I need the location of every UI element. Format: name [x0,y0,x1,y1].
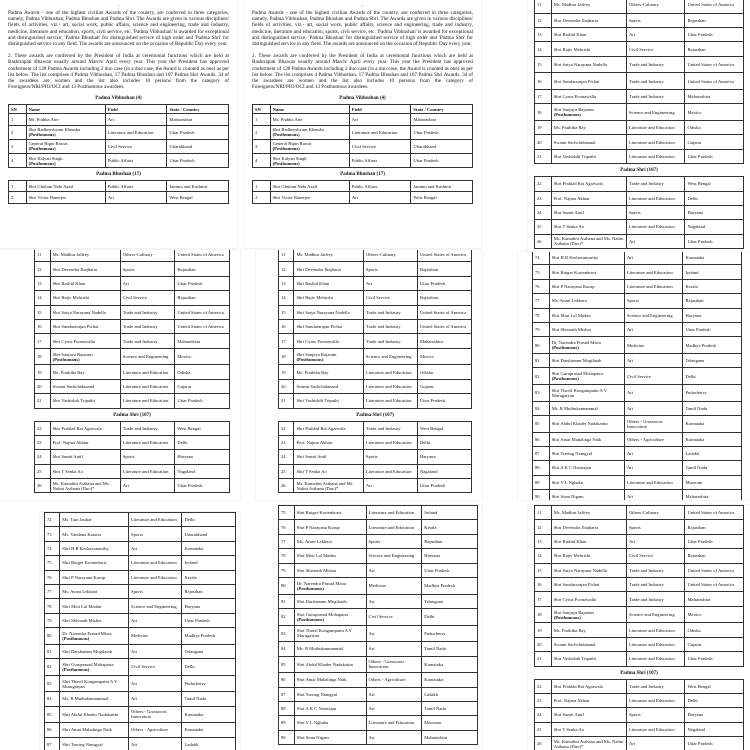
table-row: 2 Shri Radheyshyam Khemka (Posthumous) Literature and Education Uttar Pradesh [253,125,473,139]
table-row: 22 Shri Prahlad Rai Agarwala Trade and Industry West Bengal [535,679,744,693]
table-row: 24 Shri Sumit Antil Sports Haryana [279,450,472,464]
table-row: 78 Shri Moti Lal Madan Science and Engineering Haryana [45,599,236,613]
table-row: 21 Shri Vashishth Tripathi Literature and Education Uttar Pradesh [279,394,472,408]
section-title-shri: Padma Shri (107) [356,412,394,418]
table-row: 19 Ms. Prathiba Ray Literature and Education Odisha [279,365,472,379]
table-row: 83 Shri Thavil Kongampattu A V Murugaiyan Art Puducherry [45,675,236,692]
table-row: 90 Shri Sonu Nigam Art Maharashtra [279,730,478,744]
table-row: 86 Shri Amai Mahalinga Naik Others - Agriculture Karnataka [279,673,478,687]
table-row: 84 Ms. R Muthukannammal Art Tamil Nadu [533,401,742,415]
table-row: 88 Shri A K C Natarajan Art Tamil Nadu [533,461,742,475]
table-row: 17 Shri Cyrus Poonawalla Trade and Industry Maharashtra [279,334,472,348]
table-row: 11 Ms. Madhur Jaffrey Others-Culinary United States of America [535,0,744,13]
table-row: 2 Shri Radheyshyam Khemka (Posthumous) Literature and Education Uttar Pradesh [9,125,229,139]
table-row: 83 Shri Thavil Kongampattu A V Murugaiyan Art Puducherry [279,625,478,642]
table-row: 14 Shri Rajiv Mehrishi Civil Service Rajasthan [535,549,744,563]
table-row: 79 Shri Shivnath Mishra Art Uttar Pradesh [45,613,236,627]
table-row: 22 Shri Prahlad Rai Agarwala Trade and Industry West Bengal [35,421,230,435]
section-title-shri: Padma Shri (107) [113,412,151,418]
table-row: 82 Shri Guruprasad Mohapatra (Posthumous) Civil Service Delhi [279,608,478,625]
table-row: 86 Shri Amai Mahalinga Naik Others - Agriculture Karnataka [533,432,742,446]
table-row: 1 Shri Ghulam Nabi Azad Public Affairs Jammu and Kashmir [253,181,473,192]
table-row: 76 Shri P Narayana Kurup Literature and Education Kerala [533,279,742,293]
table-row: 25 Shri T Senka Ao Literature and Education Nagaland [535,220,744,234]
bhushan-table-continued [278,250,472,409]
table-row: 89 Shri V L Nghaka Literature and Education Mizoram [279,716,478,730]
table-row: 1 Ms. Prabha Atre Art Maharashtra [253,114,473,125]
table-row: 76 Shri P Narayana Kurup Literature and Education Kerala [45,570,236,584]
table-row: 3 General Bipin Rawat (Posthumous) Civil Service Uttarakhand [9,139,229,153]
table-row: 12 Shri Devendra Jhajharia Sports Rajasthan [535,13,744,27]
table-row: 14 Shri Rajiv Mehrishi Civil Service Rajasthan [279,291,472,305]
table-row: 11 Ms. Madhur Jaffrey Others-Culinary United States of America [279,250,472,262]
table-row: 77 Ms. Avani Lekhara Sports Rajasthan [533,294,742,308]
table-row: 85 Shri Abdul Khader Nadakattin Others - Grassroots Innovation Karnataka [45,706,236,723]
intro-paragraph-2: 2. These awards are conferred by the President of India at ceremonial functions which are held at Rashtrapati Bhawan usually around March/ April every year. This year the President has approved conferment of 128 Padma Awards including 2 duo case (in a duo case, the Award is counted as one) as per list below. The list comprises 4 Padma Vibhushan, 17 Padma Bhushan and 107 Padma Shri Awards. 34 of the awardees are women and the list also includes 10 persons from the category of Foreigners/NRI/PIO/OCI and 13 Posthumous awardees. [8,53,229,91]
table-row: 24 Shri Sumit Antil Sports Haryana [35,450,230,464]
section-title-vibhushan: Padma Vibhushan (4) [339,96,386,102]
col-sn: SN [253,105,271,114]
col-field: Field [349,105,411,114]
shri-table-continued [532,252,742,500]
table-row: 13 Shri Rashid Khan Art Uttar Pradesh [535,27,744,41]
table-row: 75 Shri Rutger Kortenhorst Literature and Education Ireland [279,506,478,520]
table-row: 26 Ms. Kamalini Asthana and Ms. Nalini Asthana (Duo)* Art Uttar Pradesh [279,479,472,493]
intro-paragraph-2: 2. These awards are conferred by the President of India at ceremonial functions which are held at Rashtrapati Bhawan usually around March/ April every year. This year the President has approved conferment of 128 Padma Awards including 2 duo case (in a duo case, the Award is counted as one) as per list below. The list comprises 4 Padma Vibhushan, 17 Padma Bhushan and 107 Padma Shri Awards. 34 of the awardees are women and the list also includes 10 persons from the category of Foreigners/NRI/PIO/OCI and 13 Posthumous awardees. [252,53,473,91]
table-row: 23 Prof. Najma Akhtar Literature and Education Delhi [535,191,744,205]
table-row: 17 Shri Cyrus Poonawalla Trade and Industry Maharashtra [535,592,744,606]
table-row: 17 Shri Cyrus Poonawalla Trade and Industry Maharashtra [535,89,744,103]
table-row: 25 Shri T Senka Ao Literature and Education Nagaland [279,464,472,478]
table-row: 21 Shri Vashishth Tripathi Literature and Education Uttar Pradesh [35,394,230,408]
table-row: 88 Shri A K C Natarajan Art Tamil Nadu [279,701,478,715]
table-row: 76 Shri P Narayana Kurup Literature and Education Kerala [279,520,478,534]
table-row: 78 Shri Moti Lal Madan Science and Engineering Haryana [533,308,742,322]
vibhushan-table [252,104,473,168]
table-row: 16 Shri Sundararajan Pichai Trade and Industry United States of America [535,577,744,591]
table-row: 20 Swami Sachchidanand Literature and Education Gujarat [535,637,744,651]
table-row: 24 Shri Sumit Antil Sports Haryana [535,205,744,219]
table-row: 19 Ms. Prathiba Ray Literature and Education Odisha [35,365,230,379]
table-row: 90 Shri Sonu Nigam Art Maharashtra [533,490,742,500]
bhushan-table-continued [34,250,230,409]
table-row: 89 Shri V L Nghaka Literature and Education Mizoram [533,475,742,489]
section-title-shri: Padma Shri (107) [620,670,658,676]
shri-table-continued [278,505,478,745]
table-row: 73 Ms. Vandana Kataria Sports Uttarakhand [45,527,236,541]
table-row: 85 Shri Abdul Khader Nadakattin Others - Grassroots Innovation Karnataka [279,656,478,673]
table-row: 16 Shri Sundararajan Pichai Trade and Industry United States of America [279,319,472,333]
table-row: 26 Ms. Kamalini Asthana and Ms. Nalini Asthana (Duo)* Art Uttar Pradesh [535,737,744,750]
table-row: 14 Shri Rajiv Mehrishi Civil Service Rajasthan [35,291,230,305]
col-name: Name [26,105,105,114]
table-row: 82 Shri Guruprasad Mohapatra (Posthumous) Civil Service Delhi [45,659,236,676]
table-row: 19 Ms. Prathiba Ray Literature and Education Odisha [535,623,744,637]
table-row: 74 Shri H R Keshavamurthy Art Karnataka [533,252,742,265]
table-row: 84 Ms. R Muthukannammal Art Tamil Nadu [279,642,478,656]
table-row: 15 Shri Satya Narayana Nadella Trade and Industry United States of America [279,305,472,319]
bhushan-table [8,180,229,203]
col-state: State / Country [167,105,229,114]
section-title-shri: Padma Shri (107) [620,168,658,174]
intro-paragraph-1: Padma Awards - one of the highest civilian Awards of the country, are conferred in three categories, namely, Padma Vibhushan, Padma Bhushan and Padma Shri. The Awards are given in various disciplines/ fields of activities, viz.- art, social work, public affairs, science and engineering, trade and industry, medicine, literature and education, sports, civil service, etc. 'Padma Vibhushan' is awarded for exceptional and distinguished service; 'Padma Bhushan' for distinguished service of high order and 'Padma Shri' for distinguished service in any field. The awards are announced on the occasion of Republic Day every year. [252,10,473,48]
table-row: 20 Swami Sachchidanand Literature and Education Gujarat [35,379,230,393]
table-row: 81 Shri Darshanam Mogilaiah Art Telangana [279,594,478,608]
document-page [518,252,750,500]
shri-table [534,176,744,249]
table-header-row [253,105,473,114]
table-row: 12 Shri Devendra Jhajharia Sports Rajasthan [279,262,472,276]
table-row: 18 Shri Sanjaya Rajaram (Posthumous) Science and Engineering Mexico [535,606,744,623]
table-row: 22 Shri Prahlad Rai Agarwala Trade and Industry West Bengal [279,421,472,435]
table-row: 74 Shri H R Keshavamurthy Art Karnataka [45,541,236,555]
table-row: 79 Shri Shivnath Mishra Art Uttar Pradesh [279,563,478,577]
section-title-vibhushan: Padma Vibhushan (4) [95,96,142,102]
table-row: 80 Dr. Narendra Prasad Misra (Posthumous) Medicine Madhya Pradesh [279,577,478,594]
table-row: 87 Shri Tsering Namgyal Art Ladakh [533,446,742,460]
shri-table [34,421,230,494]
table-row: 22 Shri Prahlad Rai Agarwala Trade and Industry West Bengal [535,177,744,191]
table-row: 26 Ms. Kamalini Asthana and Ms. Nalini Asthana (Duo)* Art Uttar Pradesh [35,479,230,493]
table-row: 16 Shri Sundararajan Pichai Trade and Industry United States of America [35,319,230,333]
table-row: 13 Shri Rashid Khan Art Uttar Pradesh [535,534,744,548]
table-row: 21 Shri Vashishth Tripathi Literature and Education Uttar Pradesh [535,652,744,666]
table-row: 4 Shri Kalyan Singh (Posthumous) Public Affairs Uttar Pradesh [9,154,229,168]
table-row: 2 Shri Victor Banerjee Art West Bengal [9,192,229,203]
table-row: 11 Ms. Madhur Jaffrey Others-Culinary United States of America [535,506,744,520]
table-row: 87 Shri Tsering Namgyal Art Ladakh [279,687,478,701]
table-row: 4 Shri Kalyan Singh (Posthumous) Public Affairs Uttar Pradesh [253,154,473,168]
table-row: 16 Shri Sundararajan Pichai Trade and Industry United States of America [535,73,744,90]
table-row: 23 Prof. Najma Akhtar Literature and Education Delhi [535,693,744,707]
table-row: 18 Shri Sanjaya Rajaram (Posthumous) Science and Engineering Mexico [535,104,744,121]
intro-paragraph-1: Padma Awards - one of the highest civilian Awards of the country, are conferred in three categories, namely, Padma Vibhushan, Padma Bhushan and Padma Shri. The Awards are given in various disciplines/ fields of activities, viz.- art, social work, public affairs, science and engineering, trade and industry, medicine, literature and education, sports, civil service, etc. 'Padma Vibhushan' is awarded for exceptional and distinguished service; 'Padma Bhushan' for distinguished service of high order and 'Padma Shri' for distinguished service in any field. The awards are announced on the occasion of Republic Day every year. [8,10,229,48]
table-row: 17 Shri Cyrus Poonawalla Trade and Industry Maharashtra [35,334,230,348]
col-name: Name [270,105,349,114]
section-title-bhushan: Padma Bhushan (17) [340,172,385,178]
bhushan-table [252,180,473,203]
table-row: 13 Shri Rashid Khan Art Uttar Pradesh [35,276,230,290]
col-state: State / Country [411,105,473,114]
table-row: 72 Ms. Tara Jauhar Literature and Education Delhi [45,513,236,527]
table-row: 24 Shri Sumit Antil Sports Haryana [535,708,744,722]
table-row: 12 Shri Devendra Jhajharia Sports Rajasthan [535,520,744,534]
page-header-fragment: ... [361,2,364,7]
table-row: 75 Shri Rutger Kortenhorst Literature and Education Ireland [45,556,236,570]
table-row: 15 Shri Satya Narayana Nadella Trade and Industry United States of America [535,563,744,577]
table-row: 20 Swami Sachchidanand Literature and Education Gujarat [535,135,744,149]
table-row: 75 Shri Rutger Kortenhorst Literature and Education Ireland [533,265,742,279]
table-row: 25 Shri T Senka Ao Literature and Education Nagaland [535,722,744,736]
table-row: 21 Shri Vashishth Tripathi Literature and Education Uttar Pradesh [535,149,744,163]
document-page [256,250,482,500]
table-row: 14 Shri Rajiv Mehrishi Civil Service Rajasthan [535,42,744,56]
vibhushan-table [8,104,229,168]
table-row: 15 Shri Satya Narayana Nadella Trade and Industry United States of America [35,305,230,319]
shri-table [278,421,472,494]
page-header-fragment: ... [117,2,120,7]
shri-table [534,679,744,750]
table-row: 85 Shri Abdul Khader Nadakattin Others - Grassroots Innovation Karnataka [533,415,742,432]
document-page [244,0,481,248]
table-row: 81 Shri Darshanam Mogilaiah Art Telangana [45,644,236,658]
table-row: 18 Shri Sanjaya Rajaram (Posthumous) Science and Engineering Mexico [35,348,230,365]
table-row: 13 Shri Rashid Khan Art Uttar Pradesh [279,276,472,290]
table-row: 18 Shri Sanjaya Rajaram (Posthumous) Science and Engineering Mexico [279,348,472,365]
table-row: 86 Shri Amai Mahalinga Naik Others - Agriculture Karnataka [45,723,236,737]
table-row: 20 Swami Sachchidanand Literature and Education Gujarat [279,379,472,393]
col-sn: SN [9,105,27,114]
document-page [0,250,240,500]
document-page [528,505,750,750]
document-page [0,0,237,248]
section-title-bhushan: Padma Bhushan (17) [96,172,141,178]
table-row: 78 Shri Moti Lal Madan Science and Engineering Haryana [279,549,478,563]
col-field: Field [105,105,167,114]
table-row: 82 Shri Guruprasad Mohapatra (Posthumous) Civil Service Delhi [533,368,742,385]
document-page [274,505,482,750]
table-row: 83 Shri Thavil Kongampattu A V Murugaiyan Art Puducherry [533,384,742,401]
table-row: 84 Ms. R Muthukannammal Art Tamil Nadu [45,692,236,706]
table-row: 1 Ms. Prabha Atre Art Maharashtra [9,114,229,125]
table-row: 12 Shri Devendra Jhajharia Sports Rajasthan [35,262,230,276]
table-row: 15 Shri Satya Narayana Nadella Trade and Industry United States of America [535,56,744,73]
table-row: 2 Shri Victor Banerjee Art West Bengal [253,192,473,203]
table-row: 26 Ms. Kamalini Asthana and Ms. Nalini Asthana (Duo)* Art Uttar Pradesh [535,234,744,248]
table-row: 3 General Bipin Rawat (Posthumous) Civil Service Uttarakhand [253,139,473,153]
table-row: 11 Ms. Madhur Jaffrey Others-Culinary United States of America [35,250,230,262]
table-row: 23 Prof. Najma Akhtar Literature and Education Delhi [35,435,230,449]
table-row: 25 Shri T Senka Ao Literature and Education Nagaland [35,464,230,478]
table-row: 19 Ms. Prathiba Ray Literature and Education Odisha [535,120,744,134]
bhushan-table-continued [534,505,744,667]
table-row: 77 Ms. Avani Lekhara Sports Rajasthan [279,534,478,548]
table-header-row [9,105,229,114]
table-row: 87 Shri Tsering Namgyal Art Ladakh [45,737,236,750]
shri-table-continued [44,512,236,750]
table-row: 1 Shri Ghulam Nabi Azad Public Affairs Jammu and Kashmir [9,181,229,192]
table-row: 23 Prof. Najma Akhtar Literature and Education Delhi [279,435,472,449]
bhushan-table-continued [534,0,744,164]
table-row: 80 Dr. Narendra Prasad Misra (Posthumous) Medicine Madhya Pradesh [45,628,236,645]
table-row: 79 Shri Shivnath Mishra Art Uttar Pradesh [533,322,742,336]
document-page [528,0,750,252]
table-row: 80 Dr. Narendra Prasad Misra (Posthumous) Medicine Madhya Pradesh [533,337,742,354]
table-row: 77 Ms. Avani Lekhara Sports Rajasthan [45,584,236,598]
document-page [40,512,240,750]
table-row: 81 Shri Darshanam Mogilaiah Art Telangana [533,353,742,367]
